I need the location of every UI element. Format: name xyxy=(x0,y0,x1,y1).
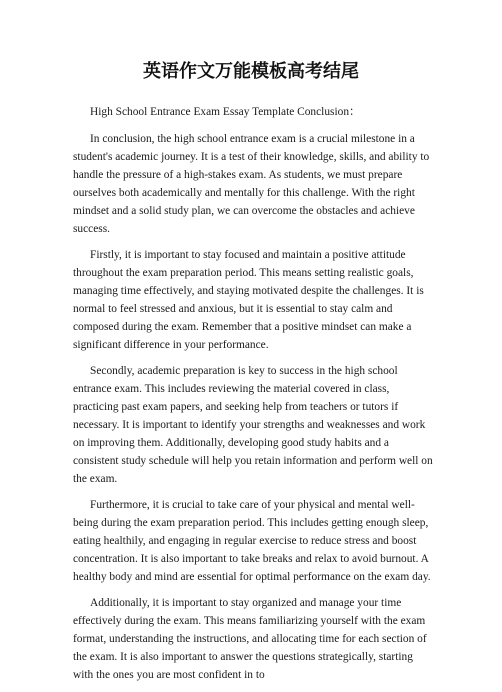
document-subtitle: High School Entrance Exam Essay Template Conclusion： xyxy=(90,106,361,118)
paragraph-conclusion: In conclusion, the high school entrance exam is a crucial milestone in a student's academic journey. It is a test of their knowledge, skills, and ability to handle the pressure of a high-stakes exam. As students, we must prepare ourselves both academically and mentally for this challenge. With the right mindset and a solid study plan, we can overcome the obstacles and achieve success. xyxy=(73,133,430,235)
paragraph-organization: Additionally, it is important to stay organized and manage your time effectively during the exam. This means familiarizing yourself with the exam format, understanding the instructions, and allocating time for each section of the exam. It is also important to answer the questions strategically, starting with the ones you are most confident in to xyxy=(73,597,427,681)
paragraph-well-being: Furthermore, it is crucial to take care of your physical and mental well-being during the exam preparation period. This includes getting enough sleep, eating healthily, and engaging in regular exercise to reduce stress and boost concentration. It is also important to take breaks and relax to avoid burnout. A healthy body and mind are essential for optimal performance on the exam day. xyxy=(73,499,431,583)
paragraph-focus: Firstly, it is important to stay focused and maintain a positive attitude throughout the exam preparation period. This means setting realistic goals, managing time effectively, and staying motivated despite the challenges. It is normal to feel stressed and anxious, but it is essential to stay calm and composed during the exam. Remember that a positive mindset can make a significant difference in your performance. xyxy=(73,249,424,351)
document-body xyxy=(73,103,433,692)
document-title: 英语作文万能模板高考结尾 xyxy=(143,61,359,82)
paragraph-academic-preparation: Secondly, academic preparation is key to success in the high school entrance exam. This includes reviewing the material covered in class, practicing past exam papers, and seeking help from teachers or tutors if necessary. It is important to identify your strengths and weaknesses and work on improving them. Additionally, developing good study habits and a consistent study schedule will help you retain information and perform well on the exam. xyxy=(73,365,433,485)
